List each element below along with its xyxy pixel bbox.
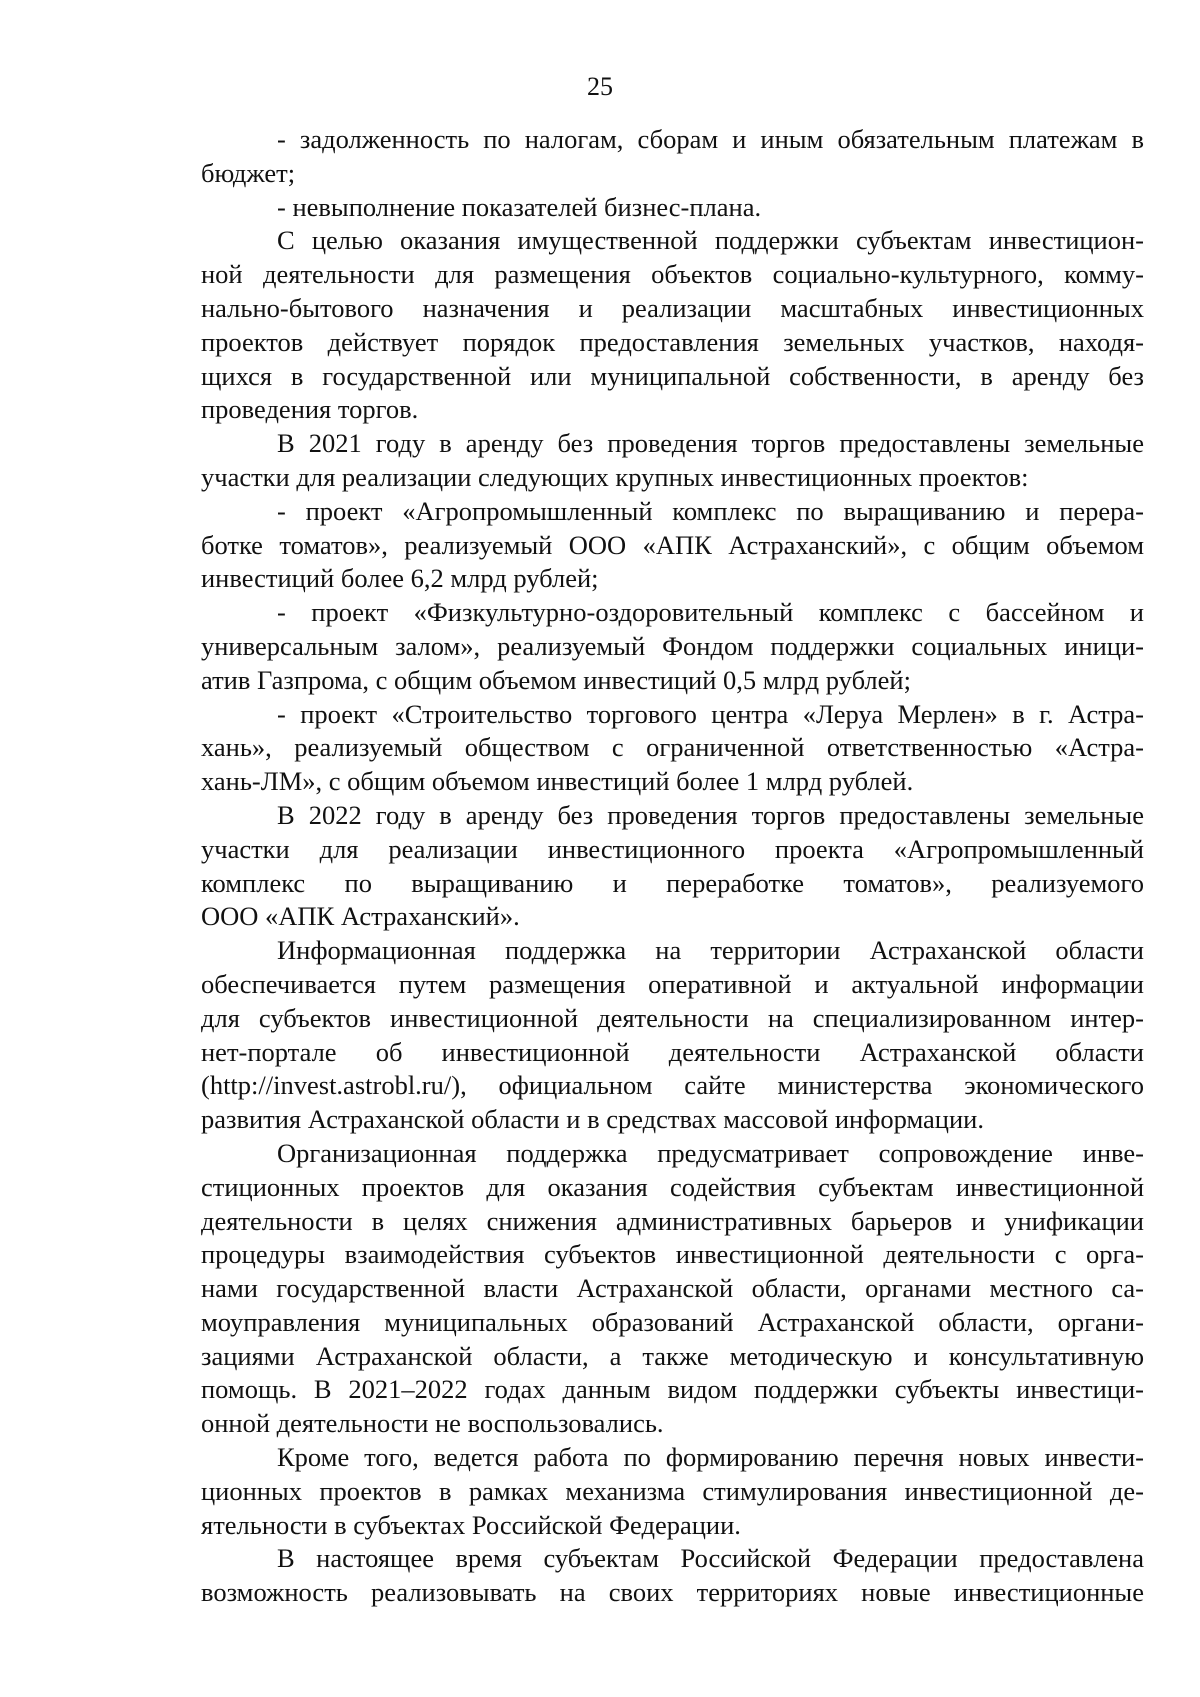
paragraph-line: нально-бытового назначения и реализации масштабных инвестиционных [201, 292, 1144, 323]
paragraph-line: нет-портале об инвестиционной деятельности Астраханской области [201, 1036, 1144, 1067]
paragraph-line: щихся в государственной или муниципальной собственности, в аренду без [201, 360, 1144, 391]
paragraph-line: - задолженность по налогам, сборам и иным обязательным платежам в [277, 124, 1144, 154]
paragraph-line: В 2022 году в аренду без проведения торгов предоставлены земельные [277, 799, 1144, 830]
document-body [201, 123, 1144, 1610]
paragraph-line: деятельности в целях снижения административных барьеров и унификации [201, 1205, 1144, 1236]
paragraph [201, 1441, 1144, 1542]
paragraph-line: онной деятельности не воспользовались. [201, 1408, 664, 1439]
paragraph-line: проектов действует порядок предоставления земельных участков, находя- [201, 326, 1144, 357]
paragraph [201, 427, 1144, 495]
paragraph-line: ятельности в субъектах Российской Федерации. [201, 1509, 741, 1540]
paragraph-line: Кроме того, ведется работа по формированию перечня новых инвести- [277, 1442, 1144, 1473]
paragraph [201, 224, 1144, 427]
paragraph-line: помощь. В 2021–2022 годах данным видом поддержки субъекты инвестици- [201, 1374, 1144, 1405]
paragraph-line: инвестиций более 6,2 млрд рублей; [201, 563, 599, 594]
paragraph-line: участки для реализации инвестиционного проекта «Агропромышленный [201, 833, 1144, 864]
paragraph-line: (http://invest.astrobl.ru/), официальном сайте министерства экономического [201, 1070, 1144, 1101]
paragraph-line: - проект «Физкультурно-оздоровительный комплекс с бассейном и [277, 597, 1144, 628]
paragraph-line: ционных проектов в рамках механизма стимулирования инвестиционной де- [201, 1475, 1144, 1506]
paragraph [201, 495, 1144, 596]
paragraph [201, 1137, 1144, 1441]
paragraph-line: С целью оказания имущественной поддержки субъектам инвестицион- [277, 225, 1144, 256]
paragraph-line: В настоящее время субъектам Российской Федерации предоставлена [277, 1543, 1144, 1574]
paragraph-line: Информационная поддержка на территории Астраханской области [277, 935, 1144, 966]
paragraph [201, 698, 1144, 799]
paragraph-line: атив Газпрома, с общим объемом инвестиций 0,5 млрд рублей; [201, 664, 911, 695]
paragraph-line: бюджет; [201, 157, 296, 188]
paragraph-line: развития Астраханской области и в средствах массовой информации. [201, 1104, 984, 1135]
paragraph-line: моуправления муниципальных образований Астраханской области, органи- [201, 1306, 1144, 1337]
paragraph-line: универсальным залом», реализуемый Фондом поддержки социальных иници- [201, 630, 1144, 661]
paragraph-line: ботке томатов», реализуемый ООО «АПК Астраханский», с общим объемом [201, 529, 1144, 560]
paragraph-line: процедуры взаимодействия субъектов инвестиционной деятельности с орга- [201, 1239, 1144, 1270]
paragraph-line: хань», реализуемый обществом с ограниченной ответственностью «Астра- [201, 732, 1144, 763]
paragraph-line: стиционных проектов для оказания содействия субъектам инвестиционной [201, 1171, 1144, 1202]
paragraph-line: - проект «Агропромышленный комплекс по выращиванию и перера- [277, 495, 1144, 526]
paragraph-line: хань-ЛМ», с общим объемом инвестиций более 1 млрд рублей. [201, 766, 914, 797]
paragraph-line: комплекс по выращиванию и переработке томатов», реализуемого [201, 867, 1144, 898]
paragraph [201, 934, 1144, 1137]
paragraph-line: зациями Астраханской области, а также методическую и консультативную [201, 1340, 1144, 1371]
page-number: 25 [587, 72, 613, 101]
paragraph-line: - невыполнение показателей бизнес-плана. [277, 191, 762, 222]
paragraph-line: обеспечивается путем размещения оперативной и актуальной информации [201, 968, 1144, 999]
paragraph-line: проведения торгов. [201, 394, 419, 425]
paragraph-line: возможность реализовывать на своих территориях новые инвестиционные [201, 1577, 1144, 1608]
paragraph [201, 1542, 1144, 1610]
paragraph [201, 596, 1144, 697]
paragraph-line: ООО «АПК Астраханский». [201, 901, 520, 932]
paragraph-line: для субъектов инвестиционной деятельности на специализированном интер- [201, 1002, 1144, 1033]
paragraph-line: ной деятельности для размещения объектов социально-культурного, комму- [201, 259, 1144, 290]
paragraph [201, 191, 1144, 225]
paragraph [201, 123, 1144, 191]
paragraph-line: В 2021 году в аренду без проведения торгов предоставлены земельные [277, 428, 1144, 459]
paragraph [201, 799, 1144, 934]
paragraph-line: - проект «Строительство торгового центра «Леруа Мерлен» в г. Астра- [277, 698, 1144, 729]
paragraph-line: участки для реализации следующих крупных инвестиционных проектов: [201, 461, 1029, 492]
paragraph-line: Организационная поддержка предусматривает сопровождение инве- [277, 1137, 1144, 1168]
paragraph-line: нами государственной власти Астраханской области, органами местного са- [201, 1273, 1144, 1304]
